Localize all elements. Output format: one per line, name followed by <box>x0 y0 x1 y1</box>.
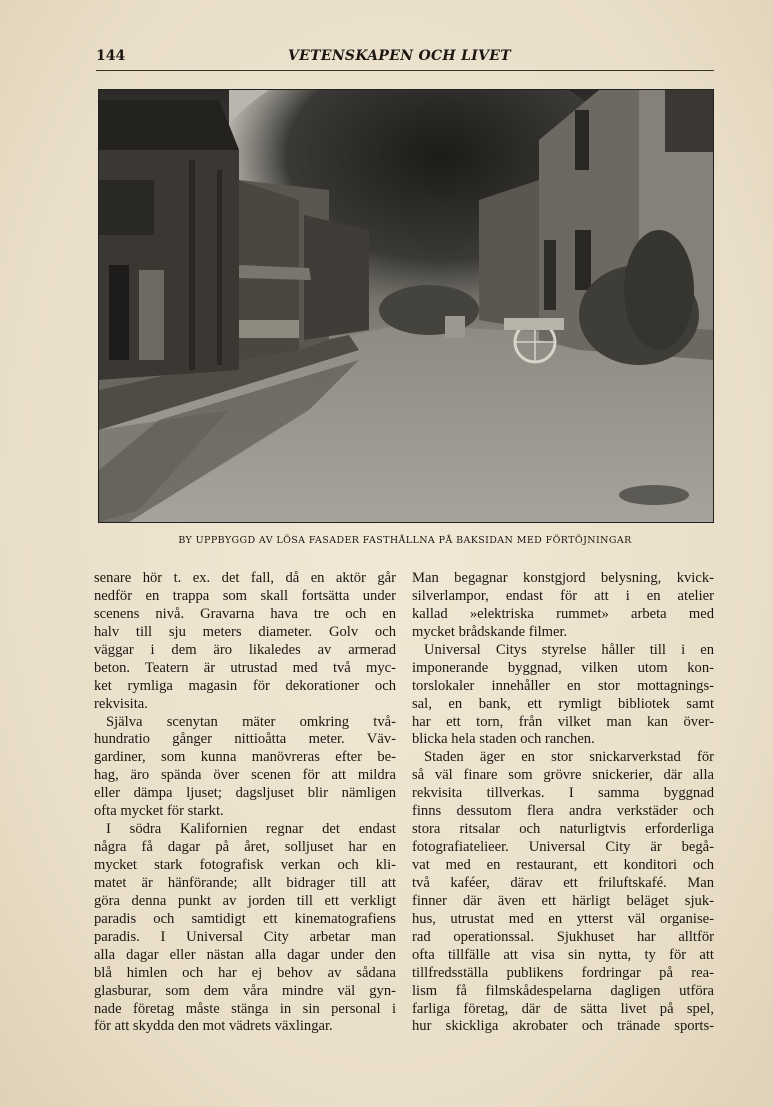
text-line: rekvisita tillverkas. I samma byggnad <box>412 785 714 802</box>
text-line: ket rymliga magasin för dekorationer och <box>94 677 396 694</box>
text-line: nade företag måste stänga in sin personal i <box>94 1000 396 1017</box>
text-column-right <box>412 570 714 1036</box>
text-line: ofta tillfälle att visa sin nytta, ty för att <box>412 946 714 963</box>
text-line: hundratio gånger nittioåtta meter. Väv- <box>94 731 396 748</box>
page-number: 144 <box>96 48 126 64</box>
text-line: silverlampor, endast för att i en atelier <box>412 587 714 604</box>
running-title: VETENSKAPEN OCH LIVET <box>288 48 511 64</box>
page-header <box>96 48 714 71</box>
text-line: två kaféer, därav ett friluftskafé. Man <box>412 874 714 891</box>
text-line: fotografiatelieer. Universal City är begå- <box>412 839 714 856</box>
text-line: sal, en bank, ett rymligt bibliotek samt <box>412 695 714 712</box>
text-line: Universal Citys styrelse håller till i en <box>424 641 714 658</box>
text-line: tillfredsställa publikens fordringar på rea- <box>412 964 714 981</box>
text-line: nedför en trappa som skall fortsätta under <box>94 587 396 604</box>
text-line: vat med en restaurant, ett konditori och <box>412 857 714 873</box>
text-line: paradis och samtidigt ett kinematografiens <box>94 910 396 927</box>
text-line: halv till sju meters diameter. Golv och <box>94 623 396 640</box>
text-line: torslokaler innehåller en stor mottagnings- <box>412 677 714 694</box>
text-line: ofta mycket för starkt. <box>94 803 224 820</box>
text-line: paradis. I Universal City arbetar man <box>94 928 396 945</box>
text-line: imponerande byggnad, vilken utom kon- <box>412 659 714 676</box>
text-line: beton. Teatern är utrustad med två myc- <box>94 659 396 676</box>
text-line: hus, utrustat med en ytterst väl organise- <box>412 910 714 927</box>
text-line: stora ritsalar och naturligtvis erforderliga <box>412 821 714 838</box>
text-line: rad operationssal. Sjukhuset har alltför <box>412 928 714 945</box>
text-column-left <box>94 570 396 1036</box>
text-line: farliga företag, där de sätta livet på spel, <box>412 1000 714 1017</box>
text-line: blå himlen och har ej behov av sådana <box>94 964 396 981</box>
text-line: kallad »elektriska rummet» arbeta med <box>412 605 714 622</box>
text-line: mycket brådskande filmer. <box>412 623 568 640</box>
text-line: för att skydda den mot vädrets växlingar. <box>94 1018 333 1035</box>
text-line: I södra Kalifornien regnar det endast <box>106 821 396 838</box>
text-line: senare hör t. ex. det fall, då en aktör går <box>94 570 396 586</box>
text-line: blicka hela staden och ranchen. <box>412 731 595 748</box>
text-line: göra denna punkt av jorden till ett verkligt <box>94 892 396 909</box>
figure-caption: BY UPPBYGGD AV LÖSA FASADER FASTHÅLLNA PÅ BAKSIDAN MED FÖRTÖJNINGAR <box>178 535 632 546</box>
text-line: mycket stark fotografisk verkan och kli- <box>94 857 396 873</box>
text-line: eller dämpa ljuset; dagsljuset blir nämligen <box>94 785 396 802</box>
text-line: Staden äger en stor snickarverkstad för <box>424 749 714 766</box>
text-line: så väl finare som grövre snickerier, där alla <box>412 767 714 784</box>
text-line: finner där även ett härligt beläget sjuk- <box>412 892 714 909</box>
text-line: rekvisita. <box>94 695 148 712</box>
text-line: hur skickliga akrobater och tränade sports- <box>412 1018 714 1035</box>
text-line: hag, äro spända över scenen för att mildra <box>94 767 396 784</box>
text-line: gardiner, som kunna manövreras efter be- <box>94 749 396 766</box>
text-line: Själva scenytan mäter omkring två- <box>106 713 396 730</box>
photo-illustration <box>99 90 713 522</box>
text-line: scenens nivå. Gravarna hava tre och en <box>94 605 396 622</box>
text-line: matet är hänförande; allt bidrager till att <box>94 874 396 891</box>
text-line: har ett torn, från vilket man kan över- <box>412 713 714 730</box>
text-line: väggar i dem äro likaledes av armerad <box>94 641 396 658</box>
text-line: lism få filmskådespelarna dagligen utföra <box>412 982 714 999</box>
text-line: Man begagnar konstgjord belysning, kvick- <box>412 570 714 586</box>
text-line: finns dessutom flera andra verkstäder och <box>412 803 714 820</box>
text-line: glasburar, som dem våra mindre väl gyn- <box>94 982 396 999</box>
text-line: några få dagar på året, solljuset har en <box>94 839 396 856</box>
text-line: alla dagar eller nästan alla dagar under den <box>94 946 396 963</box>
street-photograph <box>98 89 714 523</box>
